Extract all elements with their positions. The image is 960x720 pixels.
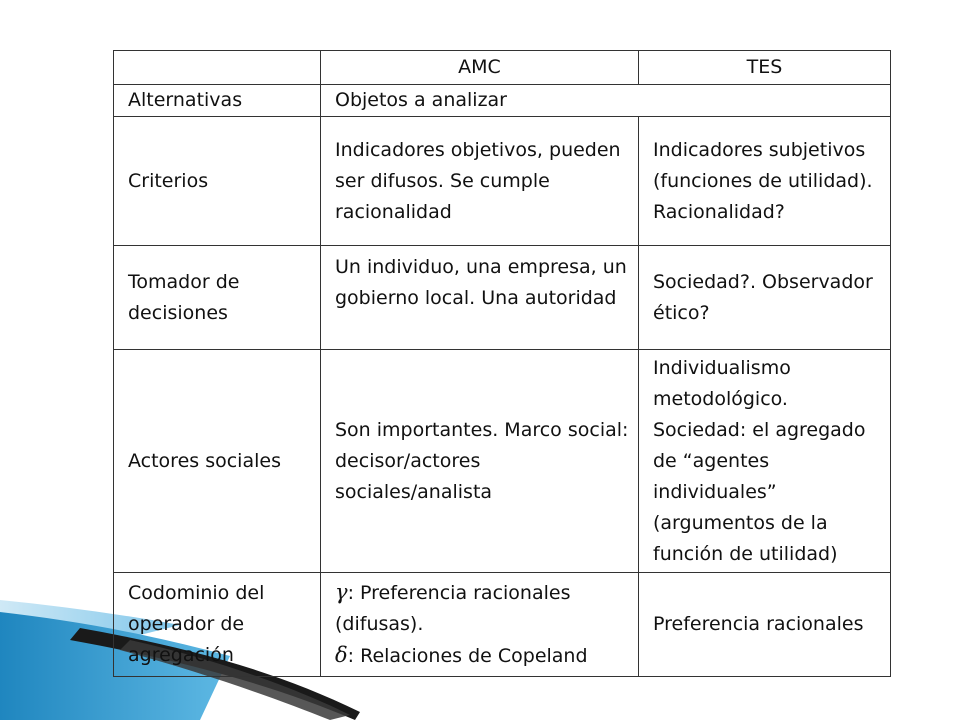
cell-actores-amc: Son importantes. Marco social: decisor/actores sociales/analista	[321, 350, 639, 573]
gamma-text: : Preferencia racionales (difusas).	[335, 582, 571, 635]
row-label-tomador: Tomador de decisiones	[114, 246, 321, 350]
cell-codominio-amc	[321, 573, 639, 677]
row-label-criterios: Criterios	[114, 117, 321, 246]
table-header-row	[114, 51, 891, 85]
table-row	[114, 117, 891, 246]
row-label-actores: Actores sociales	[114, 350, 321, 573]
table-row	[114, 85, 891, 117]
row-label-codominio: Codominio del operador de agregación	[114, 573, 321, 677]
cell-criterios-amc: Indicadores objetivos, pueden ser difusos. Se cumple racionalidad	[321, 117, 639, 246]
cell-tomador-tes: Sociedad?. Observador ético?	[639, 246, 891, 350]
cell-actores-tes: Individualismo metodológico. Sociedad: el agregado de “agentes individuales” (argumentos de la función de utilidad)	[639, 350, 891, 573]
delta-symbol: δ	[335, 643, 348, 667]
cell-alternativas-value: Objetos a analizar	[321, 85, 891, 117]
cell-codominio-tes: Preferencia racionales	[639, 573, 891, 677]
gamma-symbol: γ	[335, 580, 348, 604]
delta-text: : Relaciones de Copeland	[347, 645, 588, 667]
table-row	[114, 573, 891, 677]
header-empty-cell	[114, 51, 321, 85]
row-label-alternativas: Alternativas	[114, 85, 321, 117]
header-tes: TES	[639, 51, 891, 85]
header-amc: AMC	[321, 51, 639, 85]
comparison-table	[113, 50, 891, 677]
table-row	[114, 246, 891, 350]
cell-tomador-amc: Un individuo, una empresa, un gobierno local. Una autoridad	[321, 246, 639, 350]
table-row	[114, 350, 891, 573]
cell-criterios-tes: Indicadores subjetivos (funciones de utilidad). Racionalidad?	[639, 117, 891, 246]
